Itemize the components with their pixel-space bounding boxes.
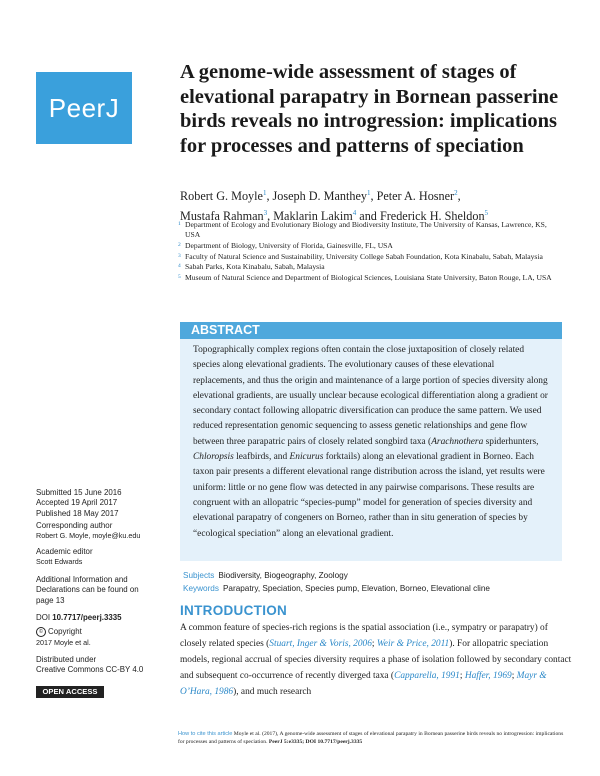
peerj-logo xyxy=(36,72,132,144)
abstract-text xyxy=(180,339,562,561)
copyright-icon: © xyxy=(36,627,46,637)
doi-label: DOI xyxy=(36,613,51,622)
author-name[interactable]: Peter A. Hosner xyxy=(376,189,455,204)
submitted-date: Submitted 15 June 2016 xyxy=(36,488,122,497)
dates-block xyxy=(36,488,166,519)
author-separator: , xyxy=(457,189,461,204)
intro-segment: ). For allopatric speciation models, regional accrual of species diversity requires a phase of isolation followed by secondary contact and subsequent co-occurrence of recently diverged taxa ( xyxy=(180,639,572,681)
logo-text: PeerJ xyxy=(48,92,120,123)
affiliation-text: Department of Ecology and Evolutionary Biology and Biodiversity Institute, The University of Kansas, Lawrence, KS, USA xyxy=(185,220,547,240)
genus-name: Chloropsis xyxy=(193,452,234,463)
subjects-line xyxy=(183,571,348,580)
academic-editor-label: Academic editor xyxy=(36,547,93,556)
author-affil-ref: 1 xyxy=(366,189,371,197)
affiliation-number: 2 xyxy=(178,241,181,248)
author-separator: , xyxy=(266,189,273,204)
affiliation-number: 4 xyxy=(178,263,181,270)
intro-segment: ; xyxy=(511,671,517,681)
affiliation-item xyxy=(178,252,558,262)
how-to-cite-journal[interactable]: PeerJ 5:e3335; DOI 10.7717/peerj.3335 xyxy=(268,739,363,745)
published-date: Published 18 May 2017 xyxy=(36,508,119,518)
abstract-heading: ABSTRACT xyxy=(180,322,562,339)
affiliation-text: Sabah Parks, Kota Kinabalu, Sabah, Malaysia xyxy=(185,262,325,272)
how-to-cite-text: Moyle et al. (2017), A genome-wide assessment of stages of elevational parapatry in Bornean passerine birds reveals no introgression: implications for processes and patterns of speciation. xyxy=(178,731,564,745)
intro-segment: ; xyxy=(459,671,465,681)
doi-line xyxy=(36,613,166,623)
introduction-text xyxy=(180,620,572,700)
paper-title: A genome-wide assessment of stages of elevational parapatry in Bornean passerine birds reveals no introgression: implications for processes and patterns of speciation xyxy=(180,61,559,157)
author-name[interactable]: Maklarin Lakim xyxy=(273,209,353,224)
citation-link[interactable]: Mayr & O’Hara, 1986 xyxy=(180,671,547,697)
affiliation-item xyxy=(178,262,558,272)
affiliation-item xyxy=(178,273,558,283)
corresponding-author-label: Corresponding author xyxy=(36,521,113,530)
academic-editor-block xyxy=(36,547,166,568)
citation-link[interactable]: Capparella, 1991 xyxy=(394,671,460,681)
how-to-cite xyxy=(178,730,570,746)
license-line-2[interactable]: Creative Commons CC-BY 4.0 xyxy=(36,665,144,675)
keywords-label: Keywords xyxy=(183,584,219,593)
abstract-segment: Topographically complex regions often contain the close juxtaposition of closely related species along elevational gradients. The evolutionary causes of these elevational replacements, and thus the origin and maintenance of a large portion of species diversity along elevational gradients, are usually unclear because ecological differentiation along a gradient or secondary contact following allopatric diversification can produce the same pattern. We used reduced representation genomic sequencing to assess genetic relationships and gene flow between three parapatric pairs of closely related songbird taxa ( xyxy=(193,345,548,447)
author-separator: and xyxy=(356,209,380,224)
genus-name: Enicurus xyxy=(289,452,324,463)
author-name[interactable]: Frederick H. Sheldon xyxy=(379,209,485,224)
accepted-date: Accepted 19 April 2017 xyxy=(36,498,118,508)
abstract-segment: leafbirds, and xyxy=(233,452,290,463)
academic-editor-value: Scott Edwards xyxy=(36,557,83,567)
author-affil-ref: 4 xyxy=(352,209,357,218)
affiliation-number: 3 xyxy=(178,252,181,259)
abstract-segment: spiderhunters, xyxy=(483,436,539,447)
corresponding-author-value[interactable]: Robert G. Moyle, moyle@ku.edu xyxy=(36,531,141,541)
introduction-heading: INTRODUCTION xyxy=(180,603,288,618)
license-line-1: Distributed under xyxy=(36,655,97,664)
affiliation-text: Faculty of Natural Science and Sustainability, University College Sabah Foundation, Kota Kinabalu, Sabah, Malaysia xyxy=(185,251,543,261)
citation-link[interactable]: Stuart, Inger & Voris, 2006 xyxy=(269,639,372,649)
copyright-block xyxy=(36,627,166,648)
keywords-value: Parapatry, Speciation, Species pump, Elevation, Borneo, Elevational cline xyxy=(222,584,490,593)
subjects-label: Subjects xyxy=(183,571,215,580)
intro-segment: A common feature of species-rich regions is the spatial association (i.e., sympatry or parapatry) of closely related species ( xyxy=(180,623,548,649)
affiliation-text: Department of Biology, University of Florida, Gainesville, FL, USA xyxy=(185,240,393,250)
affiliation-text: Museum of Natural Science and Department of Biological Sciences, Louisiana State University, Baton Rouge, LA, USA xyxy=(185,273,552,283)
author-separator: , xyxy=(267,209,274,224)
open-access-badge: OPEN ACCESS xyxy=(36,686,104,698)
citation-link[interactable]: Haffer, 1969 xyxy=(464,671,512,681)
affiliation-number: 5 xyxy=(178,274,181,281)
copyright-value: 2017 Moyle et al. xyxy=(36,637,91,647)
author-name[interactable]: Joseph D. Manthey xyxy=(272,189,367,204)
affiliation-item xyxy=(178,241,558,251)
corresponding-author-block xyxy=(36,521,166,542)
abstract-segment: forktails) along an elevational gradient in Borneo. Each taxon pair presents a different elevational range distribution across the island, yet results were uniform: little or no gene flow was detected in any pairwise comparisons. These results are congruent with an allopatric “species-pump” model for generation of species diversity and elevational parapatry of congeners on Borneo, rather than in situ generation of species by “ecological speciation” along an elevational gradient. xyxy=(193,452,545,539)
how-to-cite-label: How to cite this article xyxy=(178,731,233,737)
author-affil-ref: 5 xyxy=(484,209,489,218)
affiliation-number: 1 xyxy=(178,221,181,227)
genus-name: Arachnothera xyxy=(431,436,484,447)
affiliation-list xyxy=(178,220,558,284)
intro-segment: ; xyxy=(371,639,377,649)
license-block xyxy=(36,655,166,676)
doi-value[interactable]: 10.7717/peerj.3335 xyxy=(52,613,122,622)
additional-info[interactable]: Additional Information and Declarations can be found on page 13 xyxy=(36,575,139,605)
subjects-value: Biodiversity, Biogeography, Zoology xyxy=(218,571,348,580)
author-separator: , xyxy=(370,189,377,204)
author-affil-ref: 1 xyxy=(262,189,267,197)
author-affil-ref: 2 xyxy=(454,189,458,197)
author-affil-ref: 3 xyxy=(263,209,268,218)
author-name[interactable]: Mustafa Rahman xyxy=(180,209,264,224)
keywords-line xyxy=(183,584,490,593)
copyright-label: Copyright xyxy=(48,627,82,637)
citation-link[interactable]: Weir & Price, 2011 xyxy=(376,639,450,649)
intro-segment: ), and much research xyxy=(233,687,312,697)
author-name[interactable]: Robert G. Moyle xyxy=(180,189,263,204)
affiliation-item xyxy=(178,220,558,240)
